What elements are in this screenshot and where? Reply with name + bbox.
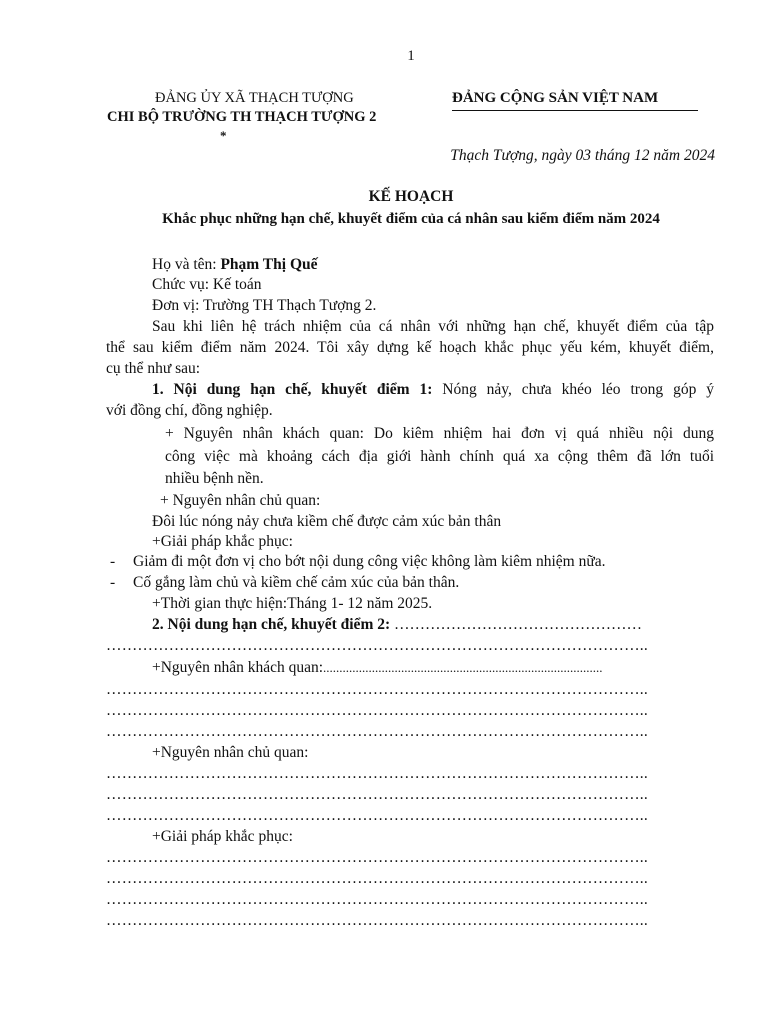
dotted-line: ………………………………………………………………………………………….. [106, 786, 648, 803]
party-committee-name: ĐẢNG ỦY XÃ THẠCH TƯỢNG [155, 90, 354, 106]
intro-line-2: thể sau kiểm điểm năm 2024. Tôi xây dựng kế hoạch khắc phục yếu kém, khuyết điểm, [106, 339, 714, 356]
party-name-underline [452, 110, 698, 111]
dotted-line: ………………………………………………………………………………………….. [106, 637, 648, 654]
page-number: 1 [407, 48, 415, 64]
item1-time: +Thời gian thực hiện:Tháng 1- 12 năm 2025. [152, 595, 433, 612]
dotted-line: ………………………………………………………………………………………….. [106, 912, 648, 929]
intro-line-3: cụ thể như sau: [106, 360, 201, 377]
item1-objective-line-2: công việc mà khoảng cách địa giới hành chính quá xa cộng thêm đã lớn tuổi [165, 448, 714, 465]
header-star: * [220, 128, 227, 143]
document-subtitle: Khắc phục những hạn chế, khuyết điểm của cá nhân sau kiểm điểm năm 2024 [162, 211, 660, 227]
dotted-line: ………………………………………………………………………………………….. [106, 807, 648, 824]
item1-text-line-2: với đồng chí, đồng nghiệp. [106, 402, 273, 419]
item2-subjective-label: +Nguyên nhân chủ quan: [152, 744, 309, 761]
item1-heading-line [152, 381, 714, 399]
item1-subjective-text: Đôi lúc nóng nảy chưa kiềm chế được cảm xúc bản thân [152, 513, 502, 530]
solution-1-dash: - [110, 553, 116, 570]
item1-objective-line-1: + Nguyên nhân khách quan: Do kiêm nhiệm hai đơn vị quá nhiều nội dung [165, 425, 714, 442]
item2-objective-label: +Nguyên nhân khách quan: [152, 659, 324, 676]
solution-2-dash: - [110, 574, 116, 591]
dotted-line: ………………………………………………………………………………………….. [106, 891, 648, 908]
party-cell-name: CHI BỘ TRƯỜNG TH THẠCH TƯỢNG 2 [107, 109, 377, 125]
item2-objective-line [152, 659, 603, 677]
item1-objective-line-3: nhiều bệnh nền. [165, 470, 264, 487]
intro-line-1: Sau khi liên hệ trách nhiệm của cá nhân với những hạn chế, khuyết điểm của tập [152, 318, 714, 335]
name-line [152, 256, 318, 274]
party-name: ĐẢNG CỘNG SẢN VIỆT NAM [452, 90, 659, 106]
item2-solution-label: +Giải pháp khắc phục: [152, 828, 293, 845]
name-value: Phạm Thị Quế [220, 256, 318, 273]
item2-objective-dots: ...................................................................................... [323, 660, 603, 675]
item2-heading-line [152, 616, 642, 634]
item1-solution-1: Giảm đi một đơn vị cho bớt nội dung công việc không làm kiêm nhiệm nữa. [133, 553, 606, 570]
position-line: Chức vụ: Kế toán [152, 276, 262, 293]
item1-subjective-label: + Nguyên nhân chủ quan: [160, 492, 321, 509]
dotted-line: ………………………………………………………………………………………….. [106, 702, 648, 719]
item1-solution-label: +Giải pháp khắc phục: [152, 533, 293, 550]
unit-line: Đơn vị: Trường TH Thạch Tượng 2. [152, 297, 377, 314]
item1-solution-2: Cố gắng làm chủ và kiềm chế cảm xúc của bản thân. [133, 574, 460, 591]
dotted-line: ………………………………………………………………………………………….. [106, 723, 648, 740]
date-line: Thạch Tượng, ngày 03 tháng 12 năm 2024 [450, 147, 715, 164]
item1-text: Nóng nảy, chưa khéo léo trong góp ý [432, 381, 714, 398]
dotted-line: ………………………………………………………………………………………….. [106, 849, 648, 866]
dotted-line: ………………………………………………………………………………………….. [106, 765, 648, 782]
document-title: KẾ HOẠCH [368, 188, 454, 205]
item2-heading-dots: ………………………………………… [390, 616, 643, 633]
name-label: Họ và tên: [152, 256, 221, 273]
dotted-line: ………………………………………………………………………………………….. [106, 681, 648, 698]
dotted-line: ………………………………………………………………………………………….. [106, 870, 648, 887]
item2-heading: 2. Nội dung hạn chế, khuyết điểm 2: [152, 616, 391, 633]
item1-heading: 1. Nội dung hạn chế, khuyết điểm 1: [152, 381, 433, 398]
